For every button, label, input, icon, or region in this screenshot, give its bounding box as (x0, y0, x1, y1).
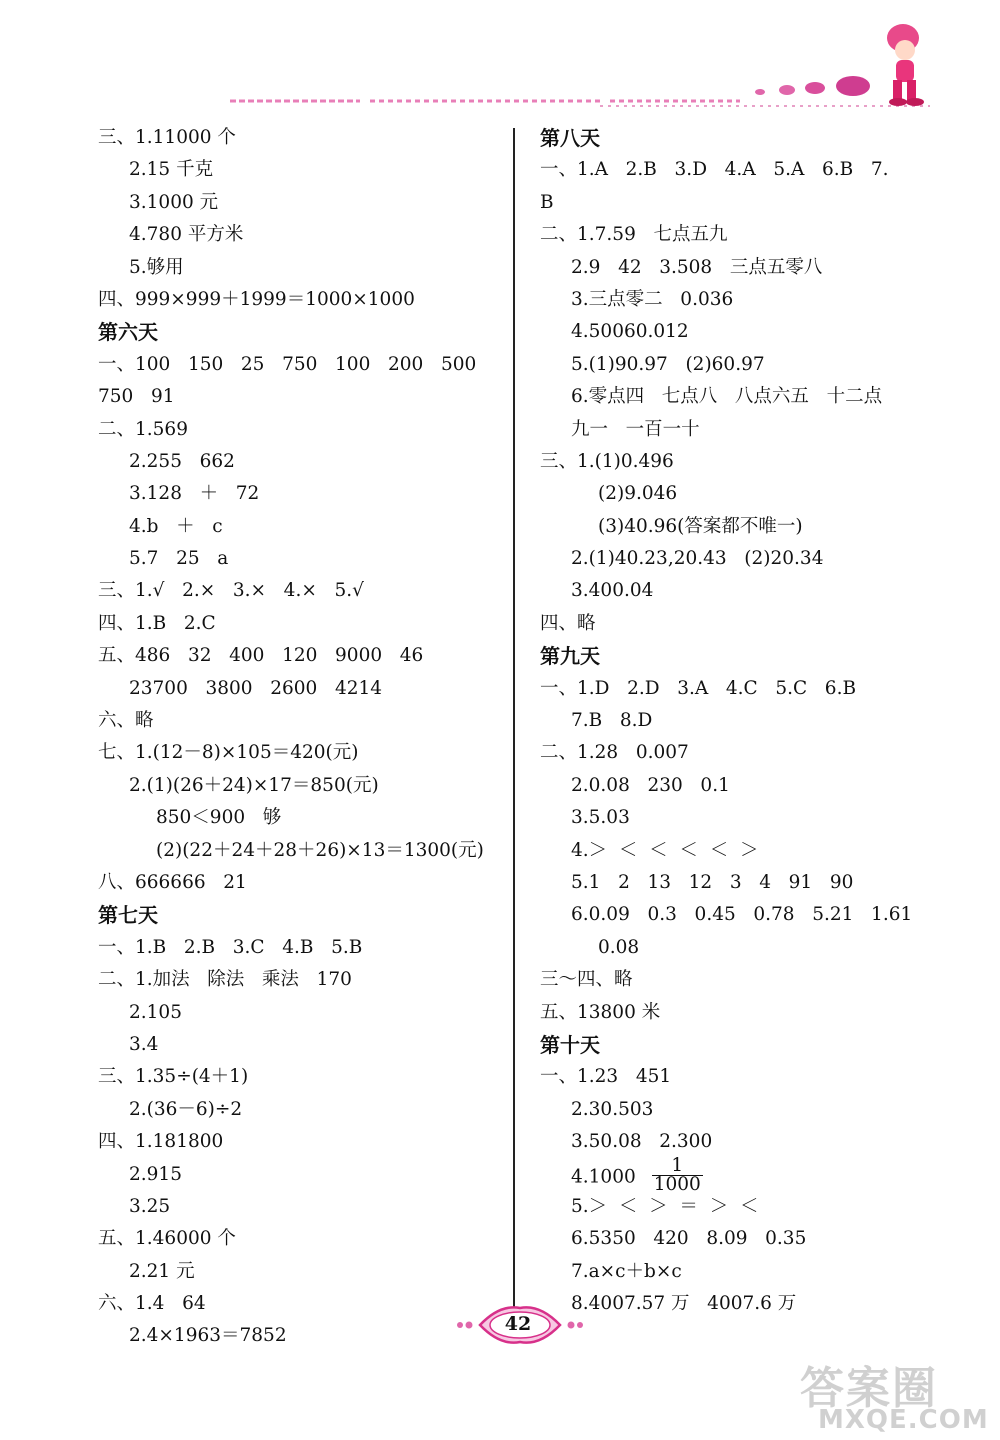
answer-line: 0.08 (598, 936, 640, 958)
answer-line: 4.780 平方米 (129, 224, 244, 246)
column-divider (513, 128, 515, 1340)
answer-line: 2.15 千克 (129, 159, 214, 181)
answer-line: 4.＞ ＜ ＜ ＜ ＜ ＞ (571, 839, 759, 861)
answer-line: 5.1 2 13 12 3 4 91 90 (571, 871, 854, 893)
answer-line: 3.三点零二 0.036 (571, 288, 734, 310)
answer-line: 五、13800 米 (540, 1001, 661, 1023)
answer-line: 6.0.09 0.3 0.45 0.78 5.21 1.61 (571, 904, 913, 926)
cartoon-figure-icon (887, 24, 924, 106)
answer-line: 2.(1)(26＋24)×17＝850(元) (129, 774, 379, 796)
answer-line: 三、1.(1)0.496 (540, 450, 674, 472)
fraction: $\frac{1}{1000}$ (653, 1154, 701, 1195)
section-heading: 第六天 (98, 320, 158, 345)
answer-line: 二、1.7.59 七点五九 (540, 224, 728, 246)
section-heading: 第七天 (98, 903, 158, 928)
section-heading: 第八天 (540, 126, 600, 150)
answer-line: 3.50.08 2.300 (571, 1131, 713, 1153)
answer-line: 一、100 150 25 750 100 200 500 (98, 353, 477, 375)
answer-line: 3.1000 元 (129, 191, 219, 213)
answer-line: 23700 3800 2600 4214 (129, 677, 383, 699)
answer-line: 二、1.569 (98, 418, 188, 440)
answer-line: 3.25 (129, 1195, 171, 1217)
answer-line: 四、1.B 2.C (98, 612, 216, 634)
answer-line: 三、1.35÷(4＋1) (98, 1066, 249, 1088)
answer-line: 七、1.(12－8)×105＝420(元) (98, 742, 359, 764)
answer-line: 2.0.08 230 0.1 (571, 774, 730, 796)
answer-line: 三～四、略 (540, 969, 633, 991)
answer-line: 五、1.46000 个 (98, 1228, 236, 1250)
answer-line: 3.400.04 (571, 580, 654, 602)
dotted-ribbon (230, 76, 930, 106)
answer-line: 4.b ＋ c (129, 515, 223, 537)
answer-line: 四、略 (540, 612, 596, 634)
answer-line: 一、1.23 451 (540, 1066, 672, 1088)
answer-line: 3.4 (129, 1033, 159, 1055)
answer-line: 四、1.181800 (98, 1131, 224, 1153)
answer-line: 5.7 25 a (129, 548, 229, 570)
answer-line: 4.50060.012 (571, 321, 689, 343)
page-number: 42 (504, 1313, 532, 1335)
answer-line: 5.够用 (129, 256, 184, 278)
watermark-logo-text: 答案圈 (800, 1363, 938, 1414)
answer-line: 一、1.B 2.B 3.C 4.B 5.B (98, 936, 363, 958)
answer-line: 3.5.03 (571, 807, 630, 829)
answer-line: 850＜900 够 (156, 807, 282, 829)
watermark-url-text: MXQE.COM (818, 1405, 989, 1435)
answer-line: 三、1.11000 个 (98, 127, 236, 148)
left-column (98, 122, 508, 1353)
answer-line: 6.5350 420 8.09 0.35 (571, 1228, 807, 1250)
answer-line: 2.(36－6)÷2 (129, 1098, 243, 1120)
section-heading: 第十天 (540, 1032, 600, 1057)
answer-line: 二、1.28 0.007 (540, 742, 689, 764)
answer-line: 六、1.4 64 (98, 1293, 206, 1315)
answer-line: 5.＞ ＜ ＞ ＝ ＞ ＜ (571, 1195, 759, 1217)
answer-line: 4.1000 $\frac{1}{1000}$ (571, 1154, 701, 1195)
answer-line: 5.(1)90.97 (2)60.97 (571, 353, 765, 375)
answer-line: 六、略 (98, 710, 154, 732)
answer-line: 2.21 元 (129, 1260, 195, 1282)
answer-line: 2.30.503 (571, 1098, 654, 1120)
answer-line: 7.B 8.D (571, 710, 653, 732)
answer-line: 四、999×999＋1999＝1000×1000 (98, 288, 415, 310)
answer-line: 7.a×c＋b×c (571, 1260, 682, 1282)
answer-line: 五、486 32 400 120 9000 46 (98, 645, 424, 667)
answer-line: 九一 一百一十 (571, 418, 700, 440)
header-decoration (0, 0, 1000, 125)
answer-line: 8.4007.57 万 4007.6 万 (571, 1293, 797, 1315)
answer-line: 2.915 (129, 1163, 182, 1185)
answer-line: (3)40.96(答案都不唯一) (598, 515, 803, 537)
answer-line: (2)9.046 (598, 483, 678, 505)
answer-line: 2.105 (129, 1001, 182, 1023)
answer-line: 一、1.A 2.B 3.D 4.A 5.A 6.B 7. (540, 159, 889, 181)
answer-line: 750 91 (98, 386, 175, 408)
right-column (540, 122, 950, 1320)
answer-line: 一、1.D 2.D 3.A 4.C 5.C 6.B (540, 677, 857, 699)
answer-line: 2.255 662 (129, 450, 235, 472)
section-heading: 第九天 (540, 644, 600, 669)
answer-line: 6.零点四 七点八 八点六五 十二点 (571, 386, 883, 408)
answer-line: 二、1.加法 除法 乘法 170 (98, 969, 352, 991)
answer-line: 八、666666 21 (98, 871, 247, 893)
answer-line: 三、1.√ 2.× 3.× 4.× 5.√ (98, 580, 364, 602)
answer-line: (2)(22＋24＋28＋26)×13＝1300(元) (156, 839, 484, 861)
answer-line: 2.9 42 3.508 三点五零八 (571, 256, 823, 278)
answer-line: 2.4×1963＝7852 (129, 1325, 287, 1347)
answer-line: 2.(1)40.23,20.43 (2)20.34 (571, 548, 824, 570)
answer-line: 3.128 ＋ 72 (129, 483, 260, 505)
answer-line: B (540, 191, 554, 213)
